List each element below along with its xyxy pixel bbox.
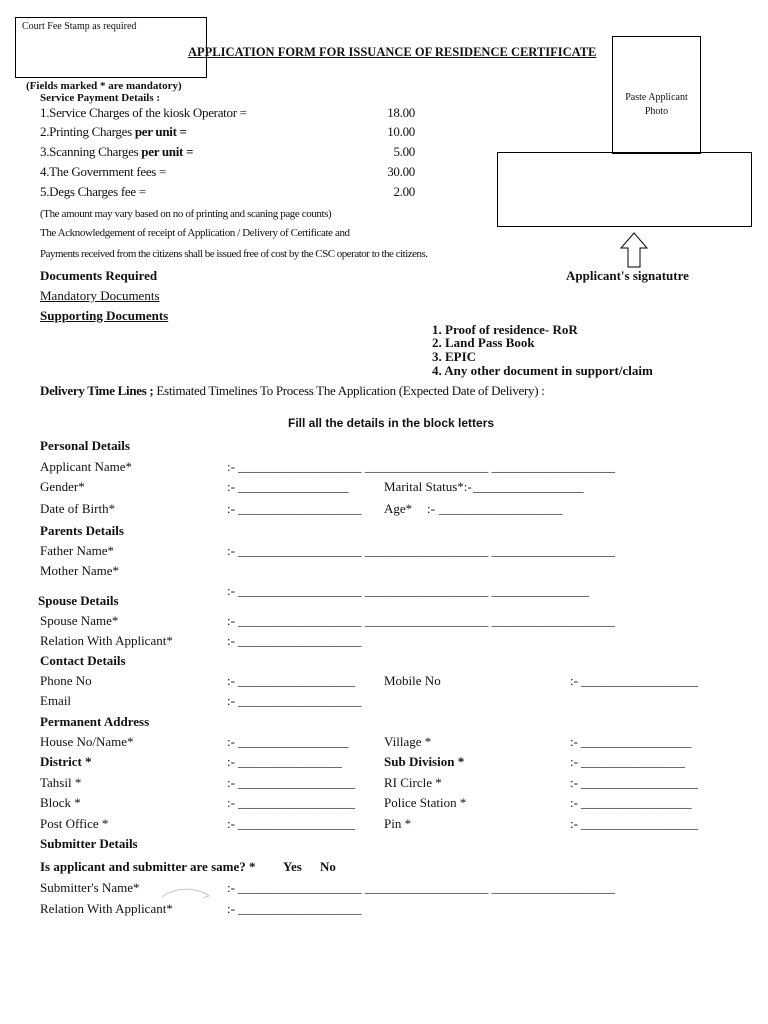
police-station-field[interactable]: _________________ [581, 795, 692, 810]
field-sep: :- [427, 501, 435, 516]
service-item-label: 1.Service Charges of the kiosk Operator = [40, 105, 247, 120]
documents-heading: Documents Required [40, 268, 158, 283]
up-arrow-icon [619, 232, 649, 268]
service-item-value: 2.00 [393, 184, 415, 199]
service-payment-heading: Service Payment Details : [40, 92, 161, 104]
spouse-name-field[interactable]: ___________________ ___________________ ___________________ [238, 613, 615, 628]
ri-circle-field[interactable]: __________________ [581, 775, 698, 790]
field-sep: :- [227, 795, 235, 810]
document-item: 2. Land Pass Book [432, 335, 535, 350]
dob-field[interactable]: ___________________ [238, 501, 362, 516]
field-sep: :- [570, 775, 578, 790]
tahsil-field[interactable]: __________________ [238, 775, 355, 790]
service-item-label: 2.Printing Charges per unit = [40, 124, 187, 139]
field-sep: :- [570, 734, 578, 749]
service-note-2: The Acknowledgement of receipt of Application / Delivery of Certificate and [40, 227, 350, 239]
personal-details-heading: Personal Details [40, 438, 130, 453]
spouse-relation-field[interactable]: ___________________ [238, 633, 362, 648]
field-sep: :- [227, 459, 235, 474]
ri-circle-label: RI Circle * [384, 775, 442, 790]
house-field[interactable]: _________________ [238, 734, 349, 749]
field-sep: :- [227, 901, 235, 916]
spouse-relation-label: Relation With Applicant* [40, 633, 173, 648]
gender-field[interactable]: _________________ [238, 479, 349, 494]
service-item-value: 18.00 [387, 105, 415, 120]
field-sep: :- [570, 754, 578, 769]
age-field[interactable]: ___________________ [439, 501, 563, 516]
field-sep: :- [227, 479, 235, 494]
tahsil-label: Tahsil * [40, 775, 82, 790]
dob-label: Date of Birth* [40, 501, 116, 516]
field-sep: :- [570, 816, 578, 831]
field-sep: :- [227, 734, 235, 749]
field-sep: :- [227, 673, 235, 688]
village-field[interactable]: _________________ [581, 734, 692, 749]
document-item: 3. EPIC [432, 349, 477, 364]
service-note-1: (The amount may vary based on no of printing and scaning page counts) [40, 208, 332, 220]
yes-option[interactable]: Yes [283, 859, 302, 874]
service-item-value: 10.00 [387, 124, 415, 139]
submitter-name-field[interactable]: ___________________ ___________________ ___________________ [238, 880, 615, 895]
court-fee-stamp-label: Court Fee Stamp as required [22, 21, 137, 32]
field-sep: :- [227, 633, 235, 648]
mother-name-field[interactable]: ___________________ ___________________ _______________ [238, 583, 589, 598]
submitter-relation-label: Relation With Applicant* [40, 901, 173, 916]
service-note-3: Payments received from the citizens shall be issued free of cost by the CSC operator to the citizens. [40, 248, 428, 260]
block-field[interactable]: __________________ [238, 795, 355, 810]
photo-box-line1: Paste Applicant [625, 92, 688, 103]
service-item-label: 3.Scanning Charges per unit = [40, 144, 194, 159]
service-item-value: 5.00 [393, 144, 415, 159]
email-label: Email [40, 693, 72, 708]
signature-box[interactable] [497, 152, 752, 227]
field-sep: :- [227, 693, 235, 708]
block-label: Block * [40, 795, 81, 810]
field-sep: :- [227, 583, 235, 598]
applicant-name-label: Applicant Name* [40, 459, 133, 474]
field-sep: :- [227, 880, 235, 895]
field-sep: :- [227, 501, 235, 516]
field-sep: :- [227, 543, 235, 558]
mandatory-note: (Fields marked * are mandatory) [26, 80, 182, 92]
mother-name-label: Mother Name* [40, 563, 120, 578]
signature-label: Applicant's signatutre [566, 268, 689, 283]
no-option[interactable]: No [320, 859, 336, 874]
field-sep: :- [227, 754, 235, 769]
mandatory-documents: Mandatory Documents [40, 288, 160, 303]
document-item: 4. Any other document in support/claim [432, 363, 653, 378]
spouse-name-label: Spouse Name* [40, 613, 119, 628]
subdivision-label: Sub Division * [384, 754, 465, 769]
supporting-documents: Supporting Documents [40, 308, 169, 323]
pin-label: Pin * [384, 816, 412, 831]
field-sep: :- [227, 816, 235, 831]
same-submitter-question: Is applicant and submitter are same? * [40, 859, 256, 874]
father-name-label: Father Name* [40, 543, 115, 558]
contact-details-heading: Contact Details [40, 653, 126, 668]
service-item-label: 4.The Government fees = [40, 164, 167, 179]
post-office-label: Post Office * [40, 816, 109, 831]
faint-curve-icon [160, 885, 220, 905]
pin-field[interactable]: __________________ [581, 816, 698, 831]
page-title: APPLICATION FORM FOR ISSUANCE OF RESIDENCE CERTIFICATE [188, 45, 597, 59]
marital-status-field[interactable]: _________________ [473, 479, 584, 494]
post-office-field[interactable]: __________________ [238, 816, 355, 831]
service-item-label: 5.Degs Charges fee = [40, 184, 146, 199]
submitter-name-label: Submitter's Name* [40, 880, 140, 895]
district-field[interactable]: ________________ [238, 754, 342, 769]
applicant-name-field[interactable]: ___________________ ___________________ ___________________ [238, 459, 615, 474]
delivery-timelines: Delivery Time Lines ; Estimated Timelines To Process The Application (Expected Date of Delivery) : [40, 383, 545, 398]
father-name-field[interactable]: ___________________ ___________________ ___________________ [238, 543, 615, 558]
mobile-field[interactable]: __________________ [581, 673, 698, 688]
phone-label: Phone No [40, 673, 92, 688]
document-item: 1. Proof of residence- RoR [432, 322, 578, 337]
subdivision-field[interactable]: ________________ [581, 754, 685, 769]
gender-label: Gender* [40, 479, 85, 494]
photo-box-line2: Photo [644, 106, 669, 117]
block-letters-instruction: Fill all the details in the block letters [288, 416, 495, 430]
village-label: Village * [384, 734, 432, 749]
district-label: District * [40, 754, 92, 769]
submitter-details-heading: Submitter Details [40, 836, 138, 851]
mobile-label: Mobile No [384, 673, 441, 688]
email-field[interactable]: ___________________ [238, 693, 362, 708]
submitter-relation-field[interactable]: ___________________ [238, 901, 362, 916]
service-item-value: 30.00 [387, 164, 415, 179]
age-label: Age* [384, 501, 413, 516]
field-sep: :- [570, 795, 578, 810]
field-sep: :- [227, 613, 235, 628]
phone-field[interactable]: __________________ [238, 673, 355, 688]
house-label: House No/Name* [40, 734, 134, 749]
field-sep: :- [227, 775, 235, 790]
permanent-address-heading: Permanent Address [40, 714, 150, 729]
spouse-details-heading: Spouse Details [38, 593, 119, 608]
marital-status-label: Marital Status*:- [384, 479, 472, 494]
police-station-label: Police Station * [384, 795, 467, 810]
parents-details-heading: Parents Details [40, 523, 124, 538]
field-sep: :- [570, 673, 578, 688]
